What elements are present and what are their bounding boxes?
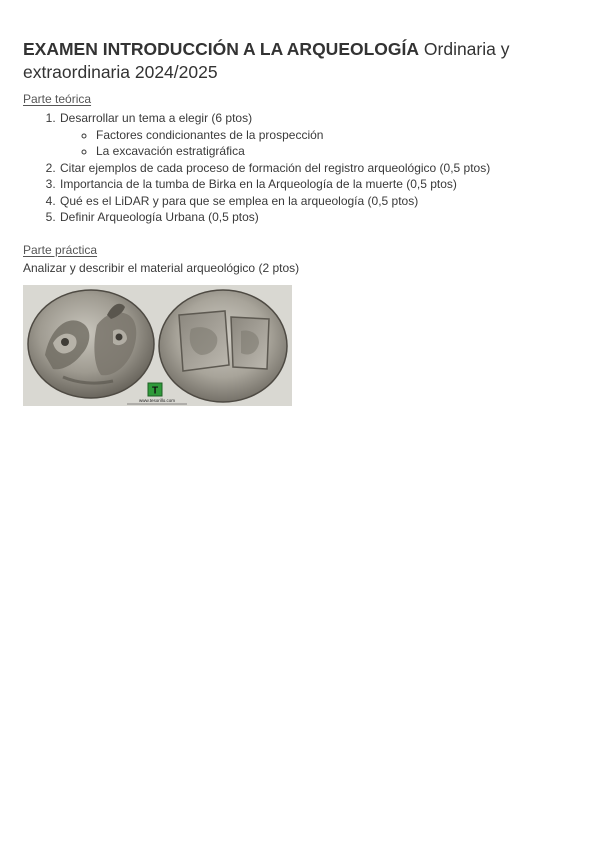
coin-obverse bbox=[28, 290, 154, 398]
coin-reverse bbox=[159, 290, 287, 402]
theory-question-1 bbox=[59, 110, 579, 160]
watermark-letter: T bbox=[151, 385, 159, 396]
coin-photo-drawing bbox=[23, 285, 292, 406]
practice-heading: Parte práctica bbox=[23, 242, 98, 257]
exam-title-rest: Ordinaria y extraordinaria 2024/2025 bbox=[23, 39, 510, 82]
theory-question-4: 4. Qué es el LiDAR y para que se emplea en la arqueología (0,5 ptos) bbox=[59, 193, 579, 210]
theory-heading: Parte teórica bbox=[23, 92, 92, 106]
theory-question-1-option-2: ◦ La excavación estratigráfica bbox=[96, 143, 579, 160]
coin-photo bbox=[23, 285, 292, 406]
theory-question-list bbox=[23, 110, 579, 226]
exam-title-main: EXAMEN INTRODUCCIÓN A LA ARQUEOLOGÍA bbox=[23, 39, 420, 59]
theory-question-1-text: Desarrollar un tema a elegir (6 ptos) bbox=[60, 111, 253, 125]
exam-title bbox=[23, 38, 579, 84]
watermark-text: www.tesorillo.com bbox=[138, 397, 176, 403]
theory-question-3: 3. Importancia de la tumba de Birka en la Arqueología de la muerte (0,5 ptos) bbox=[59, 176, 579, 193]
theory-question-5: 5. Definir Arqueología Urbana (0,5 ptos) bbox=[59, 209, 579, 226]
practice-instruction: Analizar y describir el material arqueológico (2 ptos) bbox=[23, 260, 300, 275]
theory-question-1-options bbox=[60, 127, 579, 160]
theory-question-1-option-1: ◦ Factores condicionantes de la prospección bbox=[96, 127, 579, 144]
exam-page bbox=[23, 38, 579, 406]
theory-question-2: 2. Citar ejemplos de cada proceso de formación del registro arqueológico (0,5 ptos) bbox=[59, 160, 579, 177]
